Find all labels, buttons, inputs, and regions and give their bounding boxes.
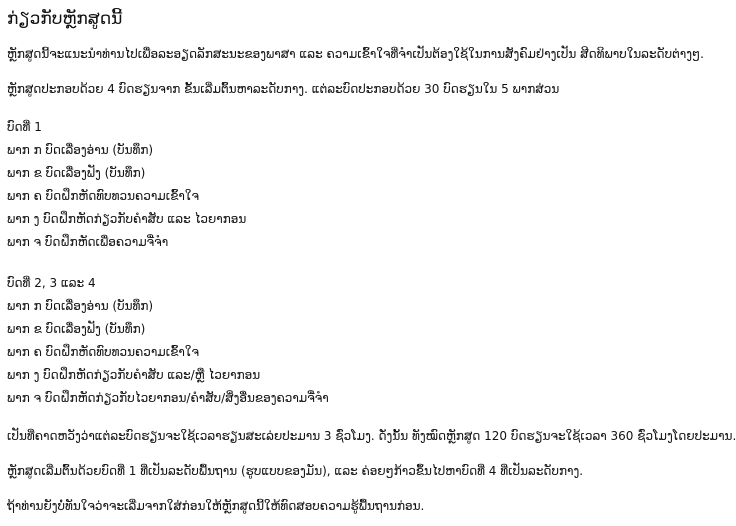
lesson-1-part-b: ພາກ ຂ ບົດເລື່ອງຟັງ (ບັນທຶກ) bbox=[7, 166, 146, 180]
lesson-1-part-d: ພາກ ງ ບົດຝຶກຫັດກ່ຽວກັບຄຳສັບ ແລະ ໄວຍາກອນ bbox=[7, 212, 247, 226]
lesson-1-part-a: ພາກ ກ ບົດເລື່ອງອ່ານ (ບັນທຶກ) bbox=[7, 143, 154, 157]
lesson-2-4-heading: ບົດທີ່ 2, 3 ແລະ 4 bbox=[7, 276, 96, 290]
progression-paragraph: ຫຼັກສູດເລີ່ມຕົ້ນດ້ວຍບົດທີ່ 1 ທີ່ເປັນລະດັບພື້ນຖານ (ຮູບແບບຂອງມັນ), ແລະ ຄ່ອຍໆກ້າວຂຶ້ນໄປຫາບົດທີ່ 4 ທີ່ເປັນລະດັບກາງ. bbox=[7, 464, 584, 478]
lesson-2-4-part-c: ພາກ ຄ ບົດຝຶກຫັດທົບທວນຄວາມເຂົ້າໃຈ bbox=[7, 345, 199, 359]
lesson-1-part-e: ພາກ ຈ ບົດຝຶກຫັດເພື່ອຄວາມຈື່ຈຳ bbox=[7, 235, 169, 249]
page-title: ກ່ຽວກັບຫຼັກສູດນີ້ bbox=[7, 9, 123, 29]
lesson-2-4-part-b: ພາກ ຂ ບົດເລື່ອງຟັງ (ບັນທຶກ) bbox=[7, 322, 146, 336]
advice-paragraph: ຖ້າທ່ານຍັງບໍ່ທັນໃຈວ່າຈະເລີ່ມຈາກໃສ່ກ່ອນໃຫ້ຫຼັກສູດນີ້ໃຫ້ທົດສອບຄວາມຮູ້ພື້ນຖານກ່ອນ. bbox=[7, 499, 425, 513]
lesson-2-4-part-a: ພາກ ກ ບົດເລື່ອງອ່ານ (ບັນທຶກ) bbox=[7, 299, 154, 313]
lesson-2-4-part-d: ພາກ ງ ບົດຝຶກຫັດກ່ຽວກັບຄຳສັບ ແລະ/ຫຼື ໄວຍາກອນ bbox=[7, 368, 261, 382]
lesson-2-4-part-e: ພາກ ຈ ບົດຝຶກຫັດກ່ຽວກັບໄວຍາກອນ/ຄຳສັບ/ສິ່ງອື່ນຂອງຄວາມຈື່ຈຳ bbox=[7, 391, 329, 405]
timing-paragraph: ເປັນທີ່ຄາດຫວັງວ່າແຕ່ລະບົດຮຽນຈະໃຊ້ເວລາຮຽນສະເລ່ຍປະມານ 3 ຊົ່ວໂມງ. ດັ່ງນັ້ນ ທັງໝົດຫຼັກສູດ 120 ບົດຮຽນຈະໃຊ້ເວລາ 360 ຊົ່ວໂມງໂດຍປະມານ. bbox=[7, 429, 736, 443]
lesson-1-part-c: ພາກ ຄ ບົດຝຶກຫັດທົບທວນຄວາມເຂົ້າໃຈ bbox=[7, 189, 199, 203]
lesson-1-heading: ບົດທີ່ 1 bbox=[7, 120, 42, 134]
structure-paragraph: ຫຼັກສູດປະກອບດ້ວຍ 4 ບົດຮຽນຈາກ ຂັ້ນເລີ່ມຕົ້ນຫາລະດັບກາງ. ແຕ່ລະບົດປະກອບດ້ວຍ 30 ບົດຮຽນໃນ 5 ພາກສ່ວນ bbox=[7, 82, 560, 96]
intro-paragraph: ຫຼັກສູດນີ້ຈະແນະນຳທ່ານໄປເພື່ອລະອຽດລັກສະນະຂອງພາສາ ແລະ ຄວາມເຂົ້າໃຈທີ່ຈຳເປັນຕ້ອງໃຊ້ໃນການສັງຄົມຢ່າງເປັນ ສີດທິພາບໃນລະດັບຕ່າງໆ. bbox=[7, 47, 704, 61]
